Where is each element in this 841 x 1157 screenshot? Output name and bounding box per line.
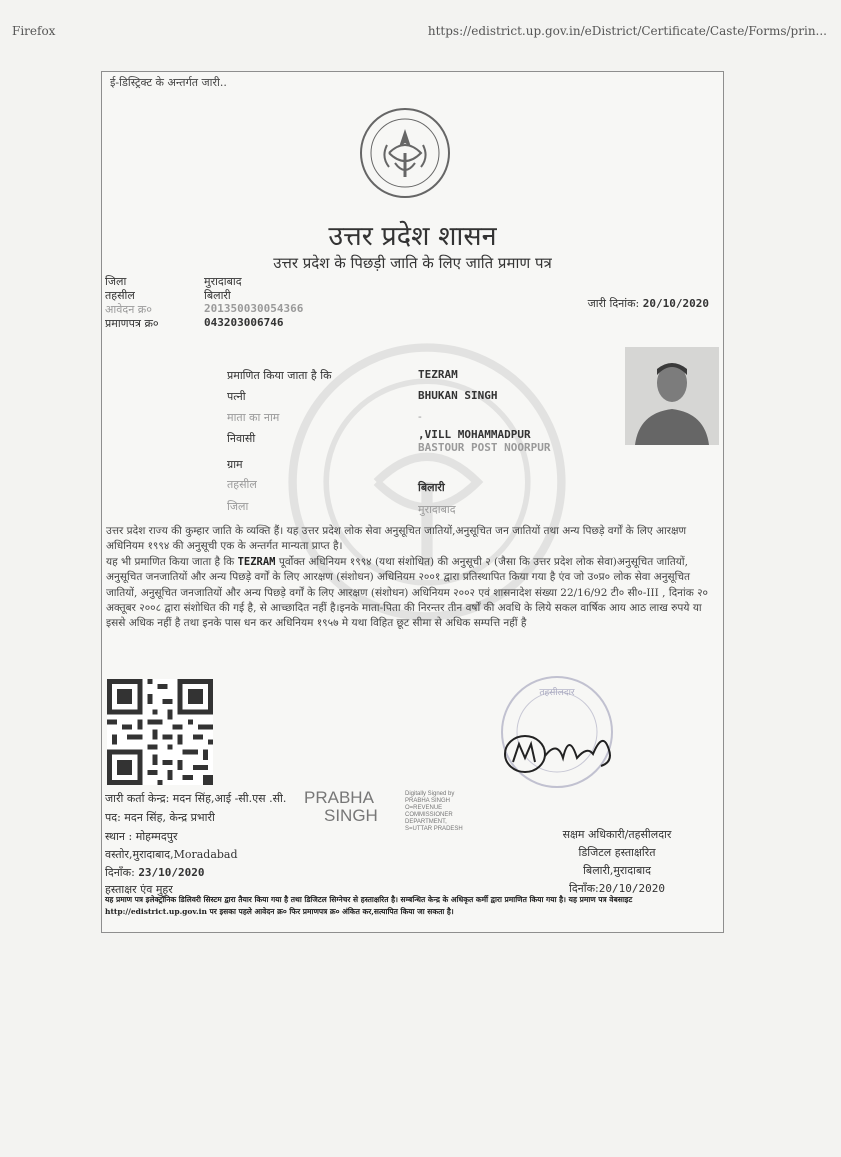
qr-code (107, 679, 213, 785)
person-photo-icon (625, 347, 719, 445)
digsig-detail-5: DEPARTMENT, (405, 819, 447, 825)
digsig-name-line-1: PRABHA (304, 788, 374, 807)
issuer-date-value: 23/10/2020 (138, 866, 205, 879)
seal-text: तहसीलदार (539, 688, 575, 698)
digsig-detail-4: COMMISSIONER (405, 812, 453, 818)
certificate-title: उत्तर प्रदेश शासन (328, 221, 497, 252)
authority-sign-type: डिजिटल हस्ताक्षरित (578, 846, 656, 859)
issuer-sign-note: हस्ताक्षर एंव मुहर (105, 883, 173, 896)
application-label: आवेदन क्र० (105, 303, 152, 316)
mother-label: माता का नाम (227, 411, 280, 424)
issue-date-value: 20/10/2020 (642, 297, 709, 310)
detail-district-value: मुरादाबाद (418, 503, 456, 516)
resident-label: निवासी (227, 432, 256, 445)
issuer-date-label: दिनाँक: (105, 866, 135, 879)
certified-name: TEZRAM (418, 368, 458, 381)
up-emblem-icon (359, 107, 451, 199)
qr-code-icon (107, 679, 213, 785)
digital-signature-details (405, 791, 463, 833)
digsig-detail-6: S=UTTAR PRADESH (405, 826, 463, 832)
body-paragraph-2-start: यह भी प्रमाणित किया जाता है कि (106, 555, 235, 568)
certificate-no-label: प्रमाणपत्र क्र० (105, 317, 159, 330)
certificate-body (106, 524, 720, 632)
browser-name: Firefox (12, 24, 56, 38)
father-name: BHUKAN SINGH (418, 389, 498, 402)
digsig-detail-3: O=REVENUE (405, 805, 443, 811)
village-label: ग्राम (227, 458, 243, 471)
resident-line-2: BASTOUR POST NOORPUR (418, 441, 551, 454)
body-paragraph-2-name: TEZRAM (237, 555, 276, 568)
issuer-designation: पद: मदन सिंह, केन्द्र प्रभारी (105, 811, 215, 824)
district-label: जिला (105, 275, 127, 288)
certificate-footer: यह प्रमाण पत्र इलेक्ट्रॉनिक डिलिवरी सिस्टम द्वारा तैयार किया गया है तथा डिजिटल सिग्नेचर से हस्ताक्षरित है। सम्बन्धित केन्द्र के अधिकृत कर्मी द्वारा प्रमाणित किया गया है। यह प्रमाण पत्र वेबसाइट http://edistrict.up.gov.in पर इसका पहले आवेदन क्र० फिर प्रमाणपत्र क्र० अंकित कर,सत्यापित किया जा सकता है। (105, 895, 633, 916)
detail-tehsil-value: बिलारी (418, 481, 445, 494)
mother-name: - (418, 410, 422, 423)
resident-line-1: ,VILL MOHAMMADPUR (418, 428, 531, 441)
authority-date-value: 20/10/2020 (598, 882, 666, 895)
issue-date-label: जारी दिनांक: (587, 297, 640, 310)
issuer-place: स्थान : मोहम्मदपुर (105, 830, 178, 843)
authority-title: सक्षम अधिकारी/तहसीलदार (562, 828, 672, 841)
digsig-detail-2: PRABHA SINGH (405, 798, 451, 804)
certificate-no-value: 043203006746 (204, 316, 284, 329)
certificate-document (101, 71, 724, 933)
page-url: https://edistrict.up.gov.in/eDistrict/Certificate/Caste/Forms/prin... (427, 24, 827, 38)
certified-label: प्रमाणित किया जाता है कि (227, 369, 332, 382)
issue-date (588, 296, 709, 311)
certificate-subtitle: उत्तर प्रदेश के पिछड़ी जाति के लिए जाति प्रमाण पत्र (273, 254, 552, 272)
tehsil-label: तहसील (105, 289, 135, 302)
tehsil-value: बिलारी (204, 289, 231, 302)
authority-date-label: दिनाँक: (568, 882, 599, 895)
digsig-detail-1: Digitally Signed by (405, 791, 455, 797)
body-paragraph-2-end: पूर्वोक्त अधिनियम १९९४ (यथा संशोधित) की अनुसूची २ (जैसा कि उत्तर प्रदेश लोक सेवा)अनुसूचित जातियों, अनुसूचित जनजातियों और अन्य पिछड़े वर्गों के लिए आरक्षण (संशोधन) अधिनियम २००१ द्वारा प्रतिस्थापित किया गया है एंव जो उ०प्र० लोक सेवा अनुसूचित जातियों, अनुसूचित जनजातियों और अन्य पिछड़े वर्गों के लिए आरक्षण (संशोधन) अधिनियम २००२ एवं शासनादेश संख्या 22/16/92 टी० सी०-III , दिनांक २० अक्तूबर २००८ द्वारा संशोधित की गई है, से आच्छादित नहीं है।इनके माता-पिता की निरन्तर तीन वर्षों की अवधि के लिये सकल वार्षिक आय आठ लाख रुपये या इससे अधिक नहीं है तथा इनके पास धन कर अधिनियम १९५७ मे यथा विहित छूट सीमा से अधिक सम्पत्ति नहीं है (106, 555, 709, 630)
detail-tehsil-label: तहसील (227, 478, 257, 491)
digsig-name-line-2: SINGH (324, 806, 378, 825)
handwritten-signature (497, 722, 627, 782)
issuer-center: जारी कर्ता केन्द्र: मदन सिंह,आई -सी.एस .सी. (105, 792, 287, 805)
applicant-photo (625, 347, 719, 445)
top-note: ई-डिस्ट्रिक्ट के अन्तर्गत जारी.. (110, 76, 227, 89)
issuer-date (105, 865, 205, 880)
issuer-address: वस्तोर,मुरादाबाद,Moradabad (105, 848, 238, 861)
detail-district-label: जिला (227, 500, 249, 513)
body-paragraph-1: उत्तर प्रदेश राज्य की कुम्हार जाति के व्यक्ति हैं। यह उत्तर प्रदेश लोक सेवा अनुसूचित जातियों,अनुसूचित जन जातियों तथा अन्य पिछड़े वर्गों के लिए आरक्षण अधिनियम १९९४ की अनुसूची एक के अन्तर्गत मान्यता प्राप्त है। (106, 525, 687, 553)
authority-place: बिलारी,मुरादाबाद (583, 864, 651, 877)
father-label: पत्नी (227, 390, 246, 403)
application-value: 201350030054366 (204, 302, 304, 315)
district-value: मुरादाबाद (204, 275, 242, 288)
digital-signature-name (304, 789, 378, 825)
